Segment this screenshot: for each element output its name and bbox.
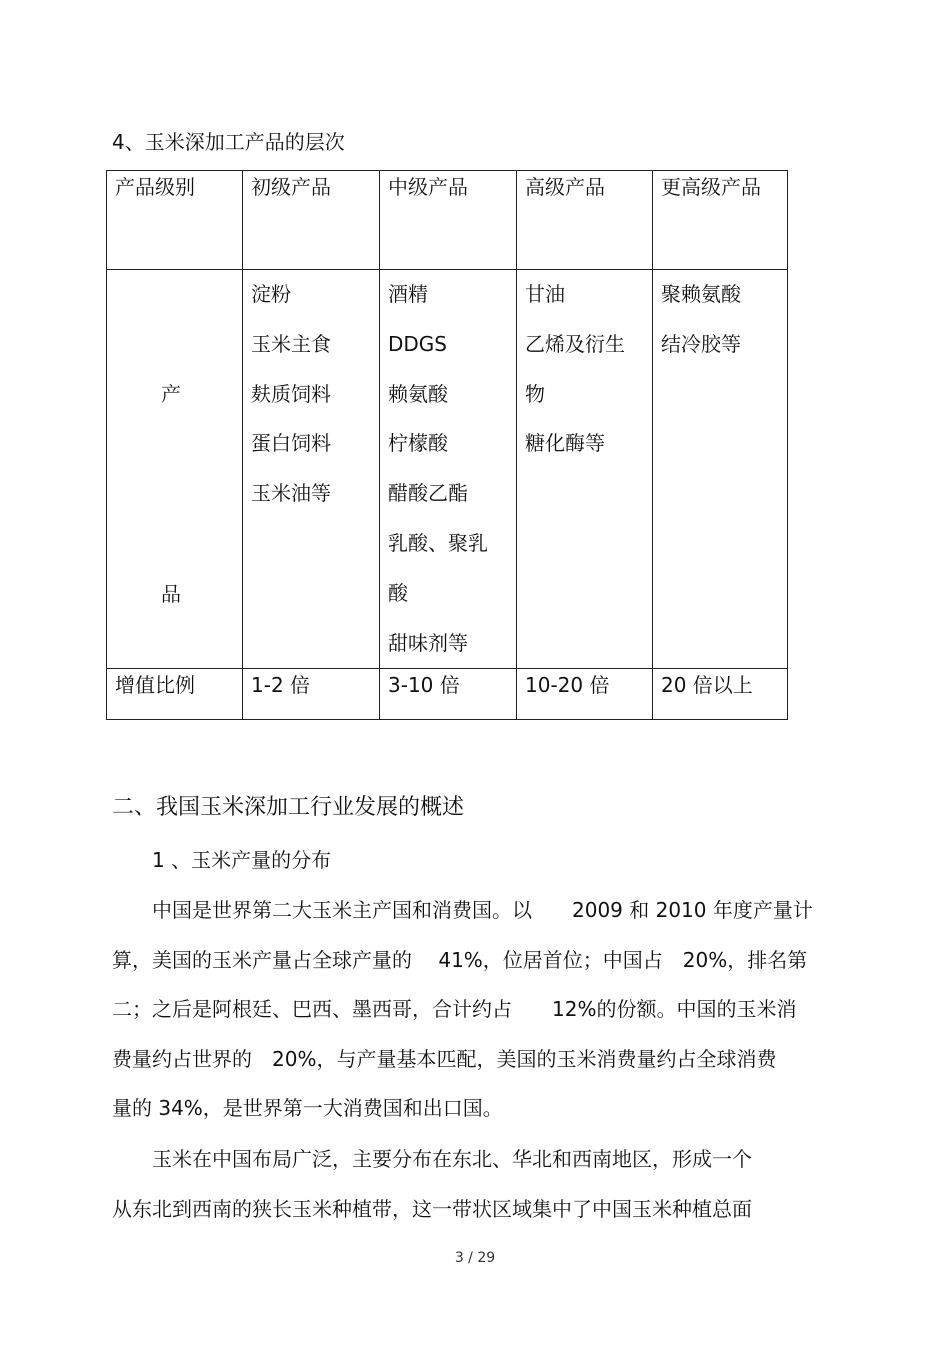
section-4-title: 4、玉米深加工产品的层次 [112, 130, 345, 154]
list-item: 物 [525, 381, 545, 406]
table-products-row [107, 270, 788, 669]
header-cell-level: 产品级别 [107, 171, 243, 270]
product-levels-table [106, 170, 788, 720]
paragraph-distribution [112, 1135, 832, 1234]
header-cell-primary: 初级产品 [243, 171, 380, 270]
value-advanced-cell: 10-20 倍 [517, 669, 653, 720]
intermediate-products-cell [380, 270, 517, 669]
primary-products-cell [243, 270, 380, 669]
products-label-cell [107, 270, 243, 669]
list-item: 乳酸、聚乳 [388, 530, 488, 555]
list-item: 玉米主食 [251, 331, 331, 356]
paragraph-line: 从东北到西南的狭长玉米种植带，这一带状区域集中了中国玉米种植总面 [112, 1196, 752, 1221]
paragraph-line: 量的 34%，是世界第一大消费国和出口国。 [112, 1096, 503, 1121]
list-item: 淀粉 [251, 282, 291, 306]
list-item: 乙烯及衍生 [525, 331, 625, 356]
products-label-bottom: 品 [161, 582, 181, 606]
products-label-top: 产 [161, 382, 181, 406]
header-cell-advanced: 高级产品 [517, 171, 653, 270]
paragraph-line: 玉米在中国布局广泛，主要分布在东北、华北和西南地区，形成一个 [112, 1147, 752, 1171]
table-value-row [107, 669, 788, 720]
paragraph-line: 费量约占世界的 20%，与产量基本匹配，美国的玉米消费量约占全球消费 [112, 1046, 777, 1071]
header-cell-higher: 更高级产品 [653, 171, 788, 270]
list-item: 结冷胶等 [661, 331, 741, 356]
list-item: 蛋白饲料 [251, 431, 331, 456]
list-item: 甜味剂等 [388, 630, 468, 655]
table-header-row [107, 171, 788, 270]
subsection-1-title: 1 、玉米产量的分布 [152, 848, 332, 872]
value-primary-cell: 1-2 倍 [243, 669, 380, 720]
list-item: 聚赖氨酸 [661, 282, 741, 306]
list-item: DDGS [388, 331, 447, 356]
list-item: 酸 [388, 580, 408, 605]
page-indicator: 3 / 29 [454, 1250, 496, 1266]
value-intermediate-cell: 3-10 倍 [380, 669, 517, 720]
paragraph-production [112, 886, 832, 1134]
list-item: 醋酸乙酯 [388, 481, 468, 506]
section-2-title: 二、我国玉米深加工行业发展的概述 [112, 795, 465, 820]
header-cell-intermediate: 中级产品 [380, 171, 517, 270]
list-item: 麸质饲料 [251, 381, 331, 406]
list-item: 酒精 [388, 282, 428, 306]
paragraph-line: 二；之后是阿根廷、巴西、墨西哥，合计约占 12%的份额。中国的玉米消 [112, 997, 797, 1022]
value-label-cell: 增值比例 [107, 669, 243, 720]
value-higher-cell: 20 倍以上 [653, 669, 788, 720]
list-item: 糖化酶等 [525, 431, 605, 456]
list-item: 柠檬酸 [388, 431, 448, 456]
list-item: 甘油 [525, 282, 565, 306]
paragraph-line: 算，美国的玉米产量占全球产量的 41%，位居首位；中国占 20%，排名第 [112, 947, 808, 972]
higher-products-cell [653, 270, 788, 669]
list-item: 赖氨酸 [388, 381, 448, 406]
advanced-products-cell [517, 270, 653, 669]
list-item: 玉米油等 [251, 481, 331, 506]
paragraph-line: 中国是世界第二大玉米主产国和消费国。以 2009 和 2010 年度产量计 [112, 898, 813, 922]
